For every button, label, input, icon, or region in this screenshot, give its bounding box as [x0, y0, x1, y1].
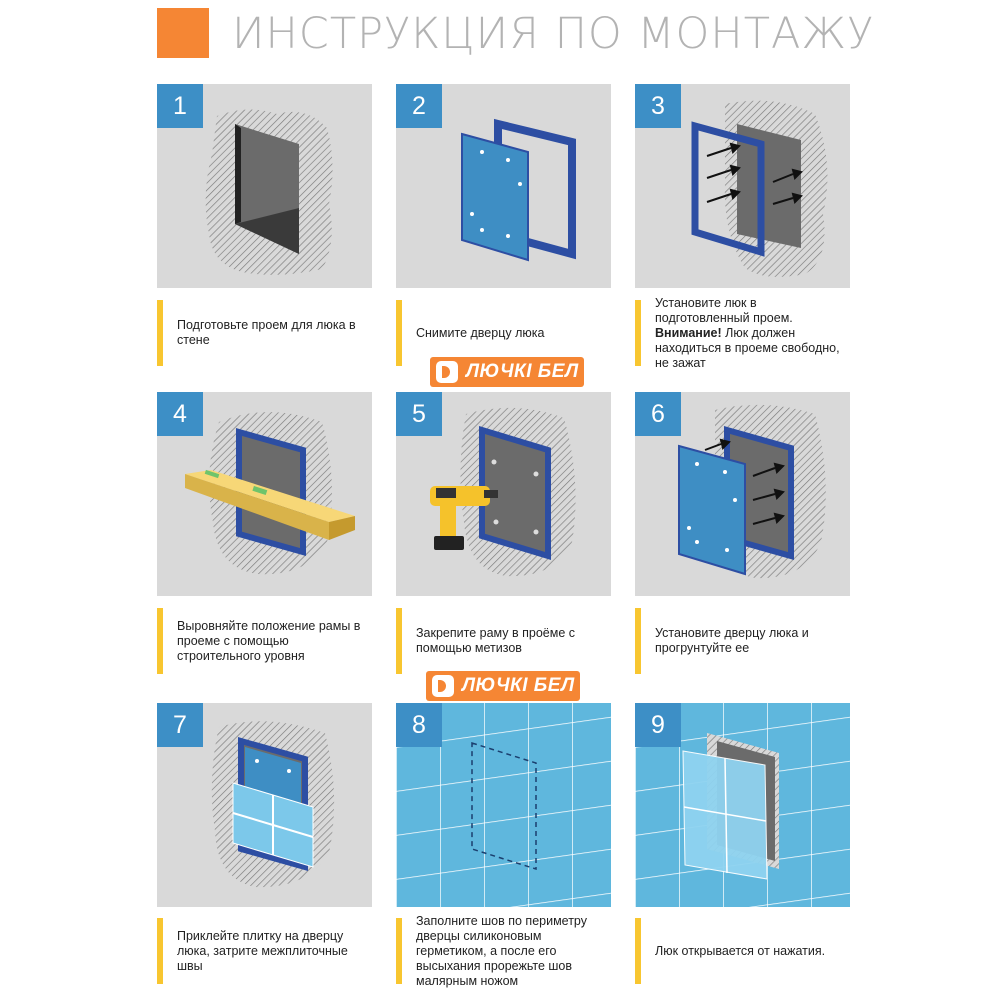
- step-6-caption: [635, 608, 850, 674]
- step-2-illustration: [396, 84, 611, 288]
- step-9-text: Люк открывается от нажатия.: [655, 943, 826, 958]
- logo-mark-icon: [436, 361, 458, 383]
- step-5-text: Закрепите раму в проёме с помощью метизов: [416, 626, 576, 655]
- step-5-caption: [396, 608, 611, 674]
- step-7-number: 7: [157, 703, 203, 747]
- brand-logo: [430, 357, 584, 387]
- step-5-number: 5: [396, 392, 442, 436]
- step-1-number: 1: [157, 84, 203, 128]
- warning-label: Внимание!: [655, 325, 722, 340]
- step-2-number: 2: [396, 84, 442, 128]
- step-2-text: Снимите дверцу люка: [416, 325, 545, 340]
- step-3-caption: [635, 295, 850, 370]
- step-8-number: 8: [396, 703, 442, 747]
- step-8-text: Заполните шов по периметру дверцы силиконовым герметиком, а после его высыхания прорежьте шов малярным ножом: [416, 913, 587, 988]
- step-1-caption: [157, 300, 372, 366]
- step-7-illustration: [157, 703, 372, 907]
- step-6-text: Установите дверцу люка и прогрунтуйте ее: [655, 626, 809, 655]
- step-4-caption: [157, 608, 372, 674]
- step-1-text: Подготовьте проем для люка в стене: [177, 318, 356, 347]
- step-7-caption: [157, 918, 372, 984]
- header-accent-square: [157, 8, 209, 58]
- logo-text: ЛЮЧКІ БЕЛ: [466, 361, 579, 382]
- step-6-number: 6: [635, 392, 681, 436]
- logo-mark-icon: [432, 675, 454, 697]
- step-3-number: 3: [635, 84, 681, 128]
- step-3-illustration: [635, 84, 850, 288]
- step-9-number: 9: [635, 703, 681, 747]
- page-title: ИНСТРУКЦИЯ ПО МОНТАЖУ: [232, 9, 875, 59]
- step-3-text: Установите люк в подготовленный проем. Внимание! Люк должен находиться в проеме свободно, не зажат: [655, 295, 840, 370]
- step-9-caption: [635, 918, 850, 984]
- step-8-caption: [396, 913, 611, 988]
- step-9-illustration: [635, 703, 850, 907]
- logo-text: ЛЮЧКІ БЕЛ: [462, 675, 575, 696]
- step-4-number: 4: [157, 392, 203, 436]
- step-4-illustration: [157, 392, 372, 596]
- step-5-illustration: [396, 392, 611, 596]
- step-4-text: Выровняйте положение рамы в проеме с помощью строительного уровня: [177, 618, 361, 663]
- brand-logo-2: [426, 671, 580, 701]
- step-8-illustration: [396, 703, 611, 907]
- step-7-text: Приклейте плитку на дверцу люка, затрите межплиточные швы: [177, 928, 348, 973]
- step-1-illustration: [157, 84, 372, 288]
- step-6-illustration: [635, 392, 850, 596]
